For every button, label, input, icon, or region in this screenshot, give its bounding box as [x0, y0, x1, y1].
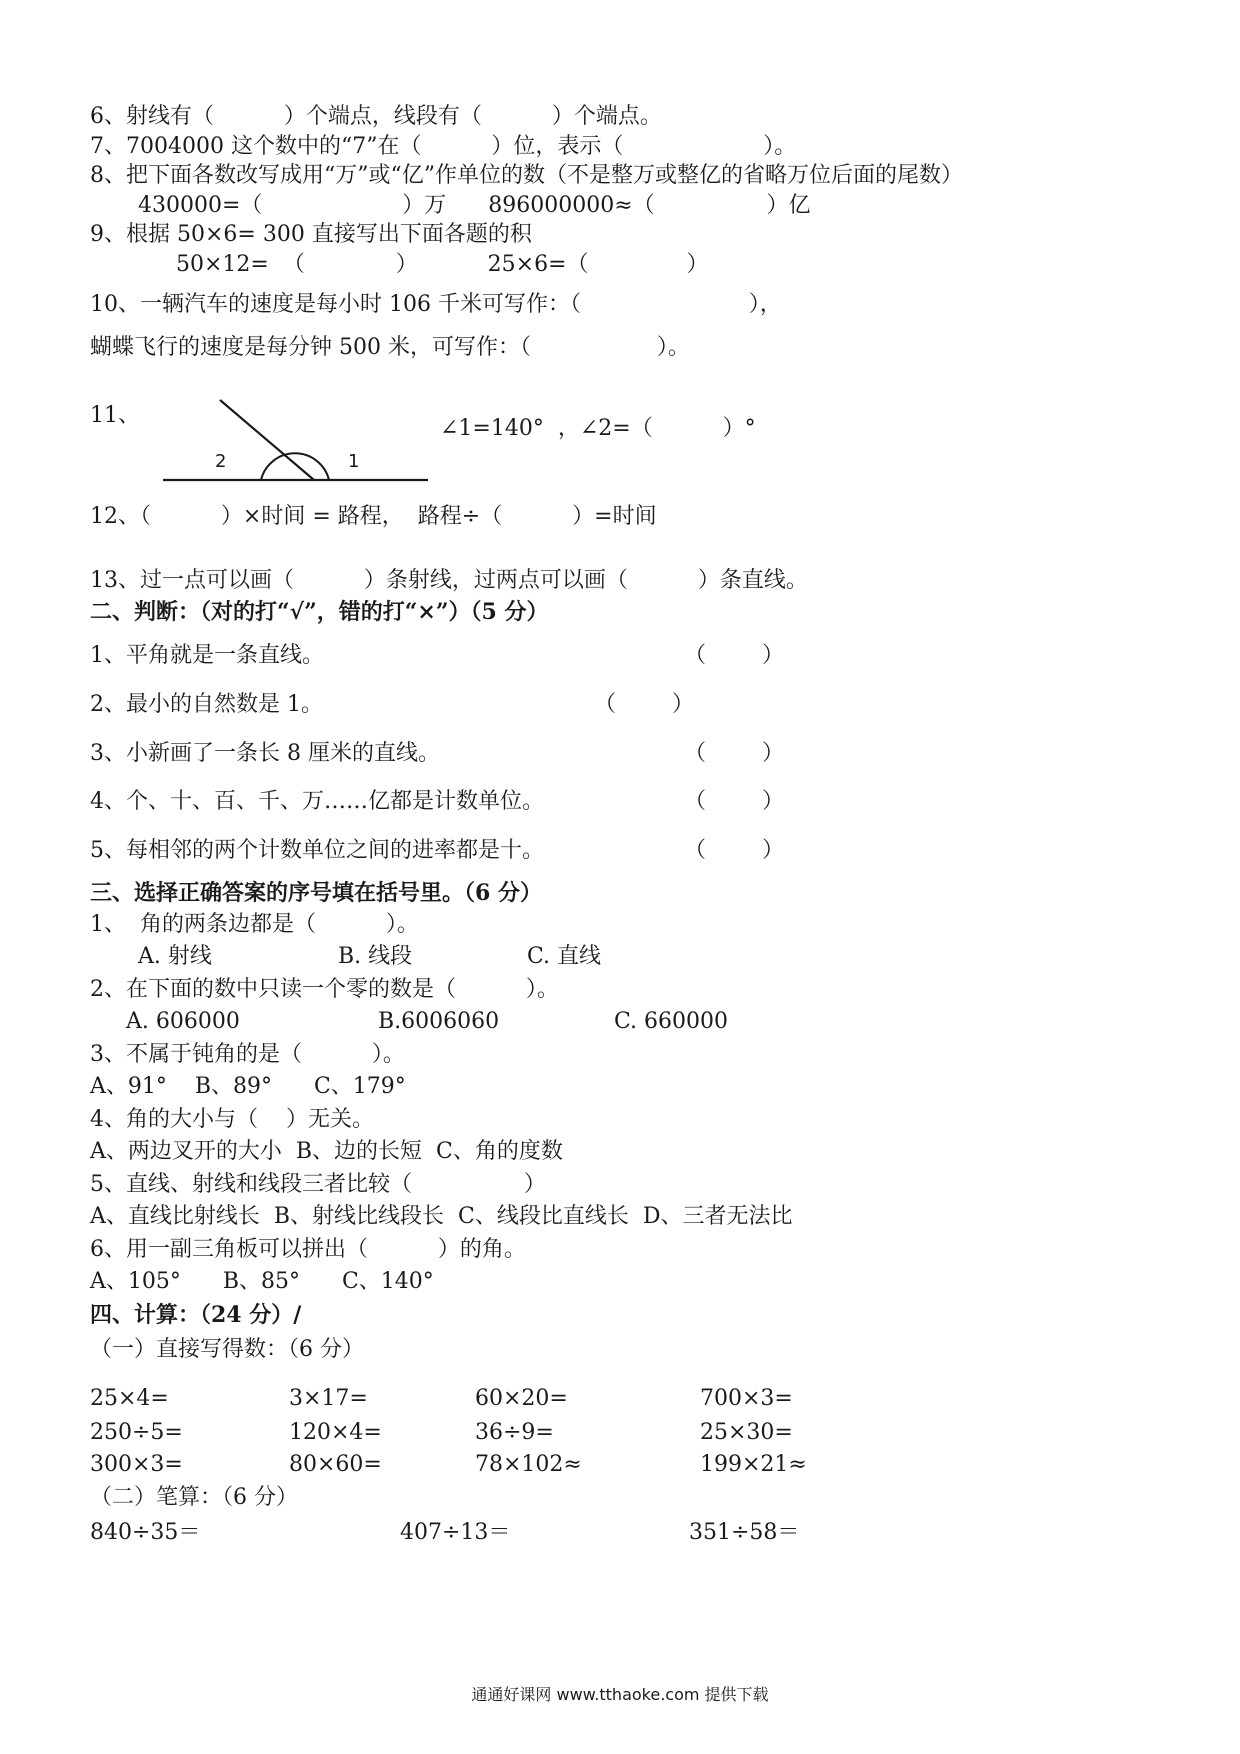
- judge-item-2-blank: （ ）: [594, 692, 694, 717]
- choice-question-6: 6、用一副三角板可以拼出（ ）的角。: [90, 1237, 526, 1262]
- section-4-sub-2: （二）笔算：（6 分）: [90, 1485, 298, 1510]
- choice-question-2: 2、在下面的数中只读一个零的数是（ ）。: [90, 977, 559, 1002]
- judge-item-4-blank: （ ）: [684, 789, 784, 814]
- question-13: 13、过一点可以画（ ）条射线，过两点可以画（ ）条直线。: [90, 568, 808, 593]
- section-2-title: 二、判断：（对的打“√”，错的打“×”）（5 分）: [90, 599, 549, 625]
- oral-calc-r2c4: 25×30=: [700, 1420, 793, 1445]
- judge-item-2: 2、最小的自然数是 1。: [90, 692, 323, 717]
- question-9: 9、根据 50×6= 300 直接写出下面各题的积: [90, 222, 532, 247]
- oral-calc-r1c3: 60×20=: [475, 1386, 568, 1411]
- angle-label-1: 1: [348, 451, 360, 472]
- question-11-text: ∠1=140° ，∠2=（ ）°: [440, 416, 756, 441]
- oral-calc-r2c3: 36÷9=: [475, 1420, 554, 1445]
- judge-item-3: 3、小新画了一条长 8 厘米的直线。: [90, 741, 440, 766]
- choice-question-4: 4、角的大小与（ ）无关。: [90, 1107, 374, 1132]
- judge-item-1: 1、平角就是一条直线。: [90, 643, 324, 668]
- choice-q2-option-b: B.6006060: [378, 1009, 500, 1034]
- section-3-title: 三、选择正确答案的序号填在括号里。（6 分）: [90, 880, 542, 906]
- question-11-number: 11、: [90, 403, 140, 428]
- choice-q1-option-c: C. 直线: [527, 944, 602, 969]
- judge-item-5-blank: （ ）: [684, 838, 784, 863]
- choice-q6-options: A、105° B、85° C、140°: [90, 1269, 434, 1294]
- oral-calc-r3c4: 199×21≈: [700, 1452, 807, 1477]
- question-12: 12、（ ）×时间 = 路程， 路程÷（ ）=时间: [90, 504, 657, 529]
- choice-question-3: 3、不属于钝角的是（ ）。: [90, 1042, 405, 1067]
- oral-calc-r1c4: 700×3=: [700, 1386, 793, 1411]
- question-10-line-2: 蝴蝶飞行的速度是每分钟 500 米，可写作：（ ）。: [90, 335, 690, 360]
- page-footer: 通通好课网 www.tthaoke.com 提供下载: [471, 1685, 769, 1704]
- angle-figure: [160, 395, 430, 485]
- choice-q1-option-b: B. 线段: [338, 944, 413, 969]
- choice-q1-option-a: A. 射线: [138, 944, 212, 969]
- written-calc-2: 407÷13＝: [400, 1520, 511, 1545]
- question-10-line-1: 10、一辆汽车的速度是每小时 106 千米可写作：（ ），: [90, 292, 782, 317]
- question-8: 8、把下面各数改写成用“万”或“亿”作单位的数（不是整万或整亿的省略万位后面的尾数）: [90, 163, 963, 188]
- question-7: 7、7004000 这个数中的“7”在（ ）位，表示（ ）。: [90, 134, 797, 159]
- judge-item-4: 4、个、十、百、千、万……亿都是计数单位。: [90, 789, 544, 814]
- written-calc-1: 840÷35＝: [90, 1520, 201, 1545]
- judge-item-1-blank: （ ）: [684, 643, 784, 668]
- angle-arc: [261, 453, 329, 480]
- oral-calc-r2c1: 250÷5=: [90, 1420, 183, 1445]
- oral-calc-r3c2: 80×60=: [289, 1452, 382, 1477]
- judge-item-3-blank: （ ）: [684, 741, 784, 766]
- oral-calc-r1c2: 3×17=: [289, 1386, 368, 1411]
- choice-q3-options: A、91° B、89° C、179°: [90, 1074, 406, 1099]
- question-9-items: 50×12= （ ） 25×6=（ ）: [176, 252, 709, 277]
- oral-calc-r2c2: 120×4=: [289, 1420, 382, 1445]
- choice-q2-option-a: A. 606000: [126, 1009, 240, 1034]
- judge-item-5: 5、每相邻的两个计数单位之间的进率都是十。: [90, 838, 544, 863]
- oral-calc-r3c1: 300×3=: [90, 1452, 183, 1477]
- written-calc-3: 351÷58＝: [689, 1520, 800, 1545]
- choice-q4-options: A、两边叉开的大小 B、边的长短 C、角的度数: [90, 1139, 563, 1164]
- oral-calc-r1c1: 25×4=: [90, 1386, 169, 1411]
- choice-q2-option-c: C. 660000: [614, 1009, 729, 1034]
- section-4-title: 四、计算：（24 分）/: [90, 1302, 302, 1328]
- choice-question-5: 5、直线、射线和线段三者比较（ ）: [90, 1172, 546, 1197]
- angle-label-2: 2: [215, 451, 227, 472]
- oral-calc-r3c3: 78×102≈: [475, 1452, 582, 1477]
- question-6: 6、射线有（ ）个端点，线段有（ ）个端点。: [90, 104, 662, 129]
- section-4-sub-1: （一）直接写得数：（6 分）: [90, 1337, 364, 1362]
- choice-q5-options: A、直线比射线长 B、射线比线段长 C、线段比直线长 D、三者无法比: [90, 1204, 793, 1229]
- question-8-items: 430000=（ ）万 896000000≈（ ）亿: [138, 193, 811, 218]
- choice-question-1: 1、 角的两条边都是（ ）。: [90, 912, 419, 937]
